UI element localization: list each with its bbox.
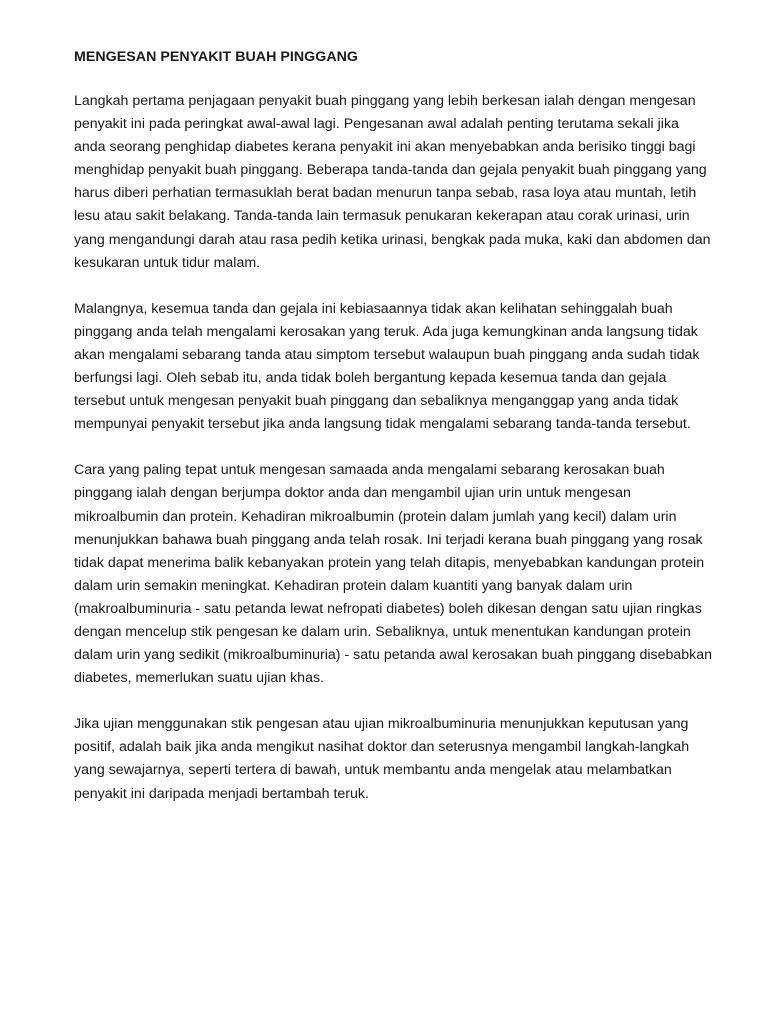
paragraph-2: Malangnya, kesemua tanda dan gejala ini kebiasaannya tidak akan kelihatan sehinggalah buah pinggang anda telah mengalami kerosakan yang teruk. Ada juga kemungkinan anda langsung tidak akan mengalami sebarang tanda atau simptom tersebut walaupun buah pinggang anda sudah tidak berfungsi lagi. Oleh sebab itu, anda tidak boleh bergantung kepada kesemua tanda dan gejala tersebut untuk mengesan penyakit buah pinggang dan sebaliknya menganggap yang anda tidak mempunyai penyakit tersebut jika anda langsung tidak mengalami sebarang tanda-tanda tersebut. [74, 300, 700, 433]
paragraph-1: Langkah pertama penjagaan penyakit buah pinggang yang lebih berkesan ialah dengan mengesan penyakit ini pada peringkat awal-awal lagi. Pengesanan awal adalah penting terutama sekali jika anda seorang penghidap diabetes kerana penyakit ini akan menyebabkan anda berisiko tinggi bagi menghidap penyakit buah pinggang. Beberapa tanda-tanda dan gejala penyakit buah pinggang yang harus diberi perhatian termasuklah berat badan menurun tanpa sebab, rasa loya atau muntah, letih lesu atau sakit belakang. Tanda-tanda lain termasuk penukaran kekerapan atau corak urinasi, urin yang mengandungi darah atau rasa pedih ketika urinasi, bengkak pada muka, kaki dan abdomen dan kesukaran untuk tidur malam. [74, 93, 711, 271]
paragraph-4: Jika ujian menggunakan stik pengesan atau ujian mikroalbuminuria menunjukkan keputusan yang positif, adalah baik jika anda mengikut nasihat doktor dan seterusnya mengambil langkah-langkah yang sewajarnya, seperti tertera di bawah, untuk membantu anda mengelak atau melambatkan penyakit ini daripada menjadi bertambah teruk. [74, 716, 690, 802]
document-title: MENGESAN PENYAKIT BUAH PINGGANG [74, 49, 359, 65]
document-page [74, 46, 714, 829]
paragraph-3: Cara yang paling tepat untuk mengesan samaada anda mengalami sebarang kerosakan buah pinggang ialah dengan berjumpa doktor anda dan mengambil ujian urin untuk mengesan mikroalbumin dan protein. Kehadiran mikroalbumin (protein dalam jumlah yang kecil) dalam urin menunjukkan bahawa buah pinggang anda telah rosak. Ini terjadi kerana buah pinggang yang rosak tidak dapat menerima balik kebanyakan protein yang telah ditapis, menyebabkan kandungan protein dalam urin semakin meningkat. Kehadiran protein dalam kuantiti yang banyak dalam urin (makroalbuminuria - satu petanda lewat nefropati diabetes) boleh dikesan dengan satu ujian ringkas dengan mencelup stik pengesan ke dalam urin. Sebaliknya, untuk menentukan kandungan protein dalam urin yang sedikit (mikroalbuminuria) - satu petanda awal kerosakan buah pinggang disebabkan diabetes, memerlukan suatu ujian khas. [74, 462, 713, 687]
